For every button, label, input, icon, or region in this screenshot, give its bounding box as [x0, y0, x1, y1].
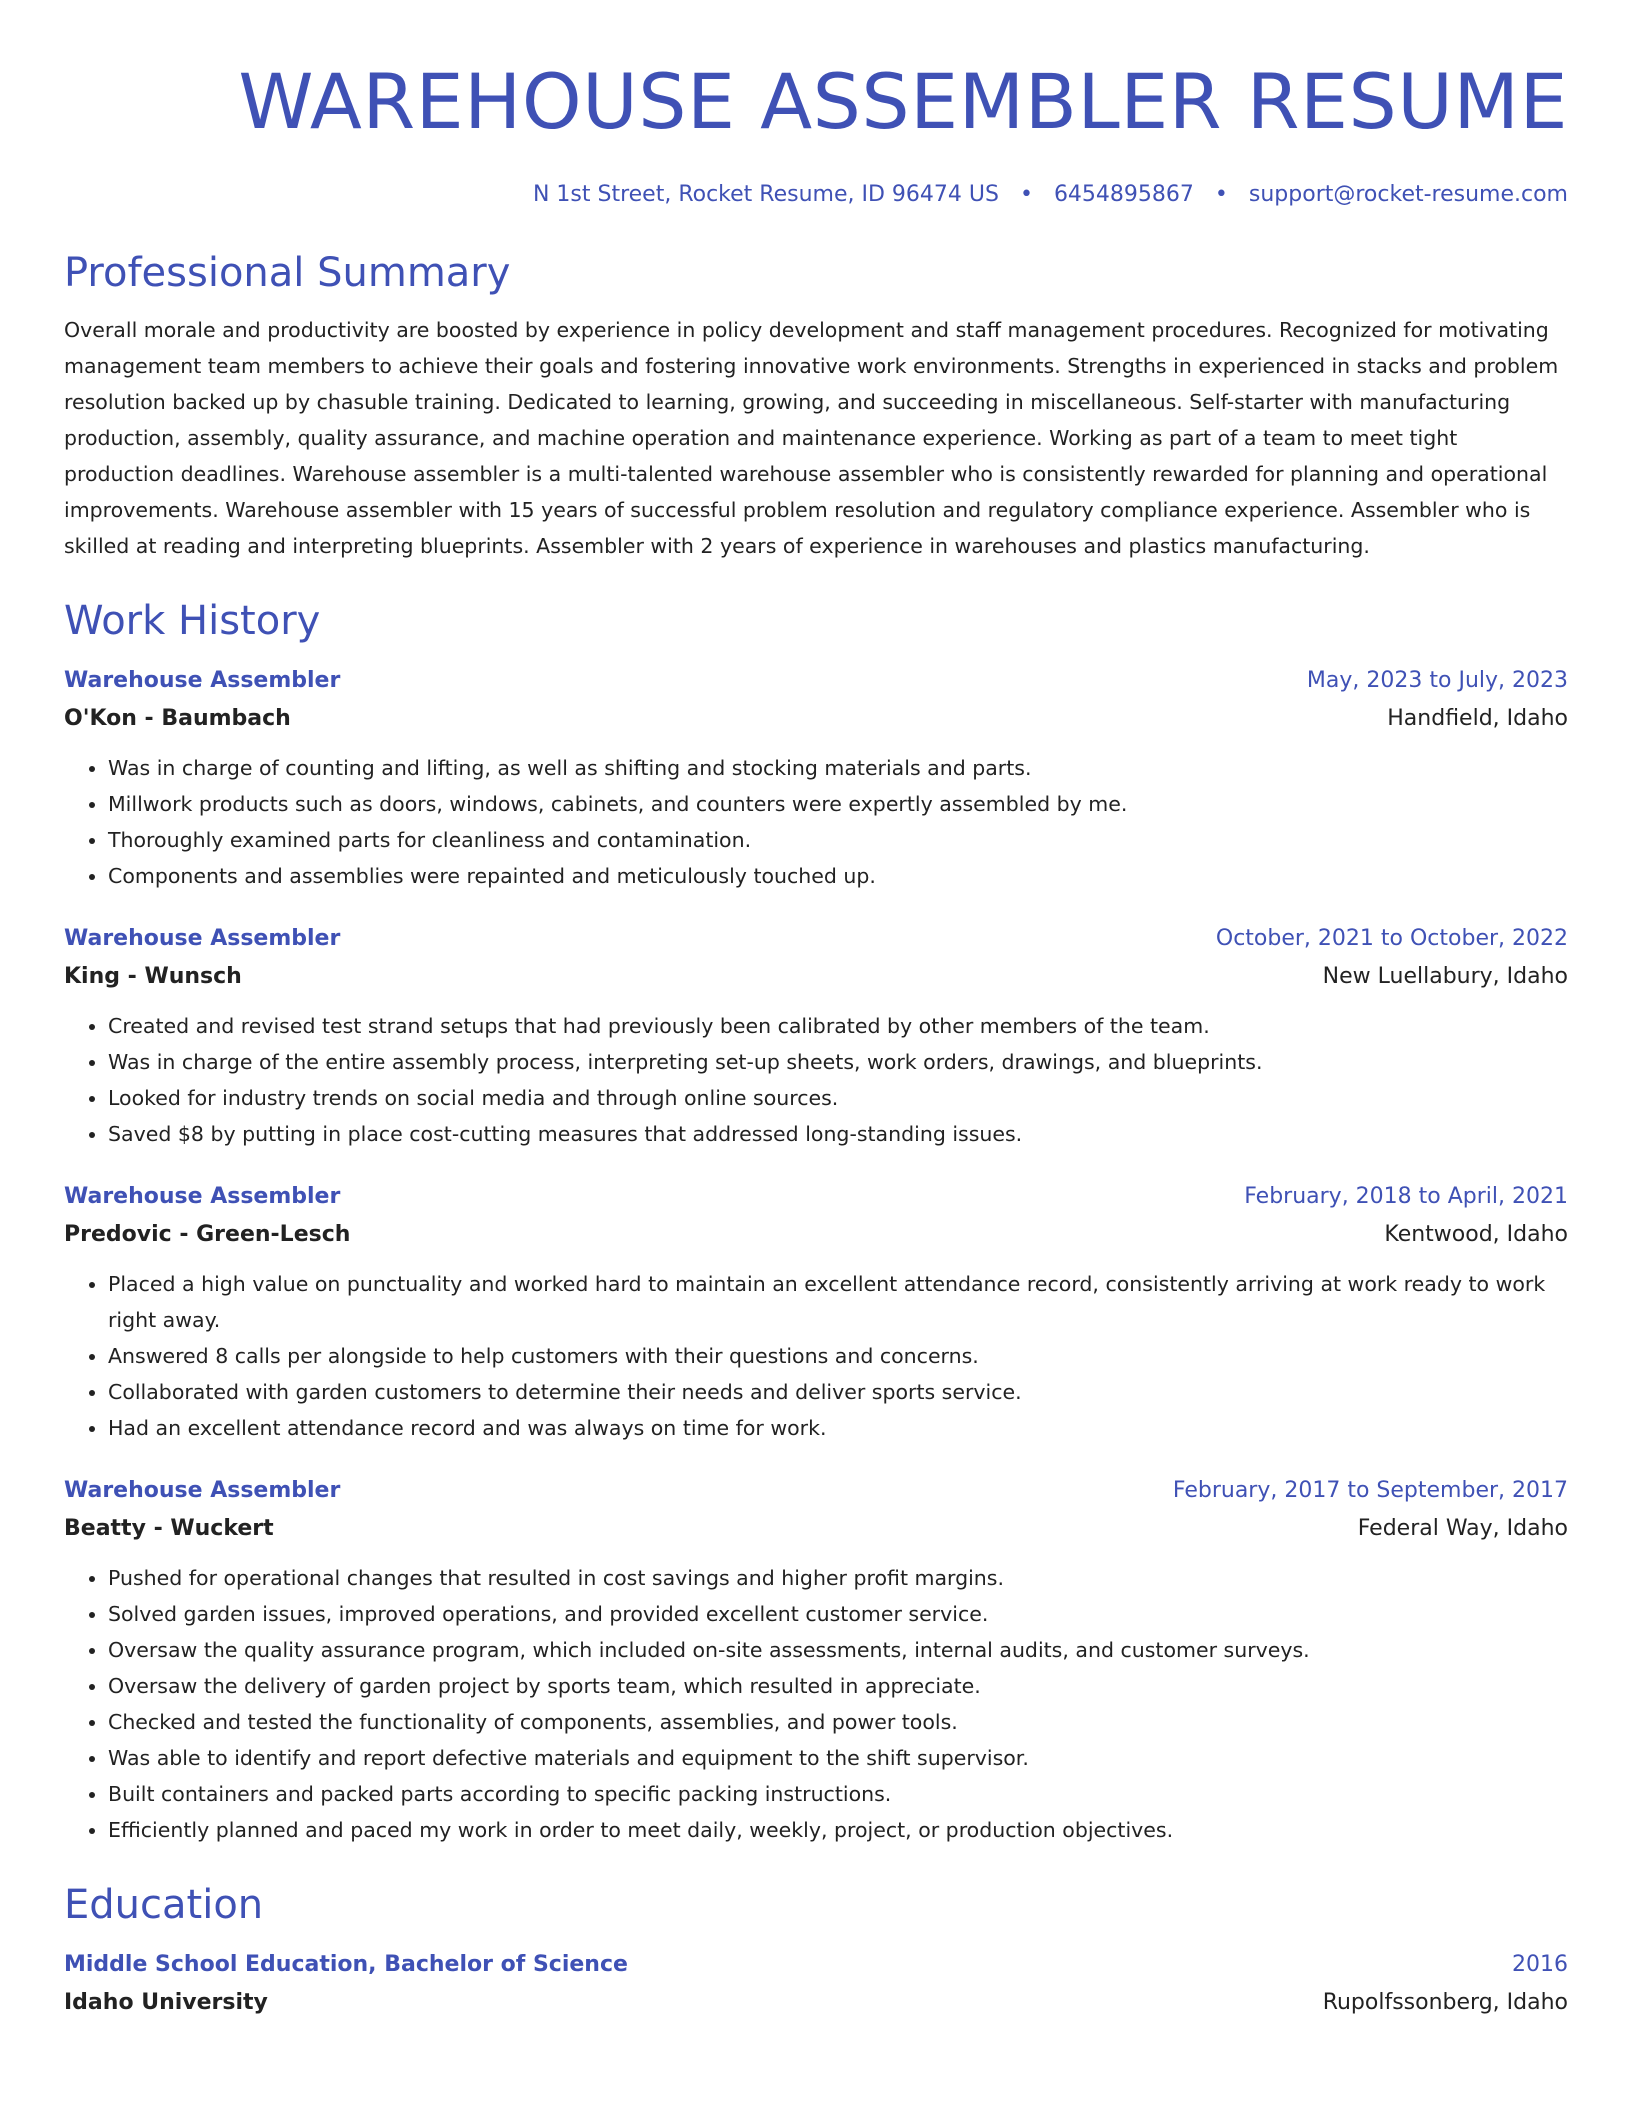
job-location: Federal Way, Idaho	[1357, 1516, 1568, 1541]
job-entry	[64, 1472, 1568, 1848]
job-location: Kentwood, Idaho	[1384, 1222, 1568, 1247]
contact-address: N 1st Street, Rocket Resume, ID 96474 US	[532, 182, 999, 207]
job-entry	[64, 1178, 1568, 1446]
job-bullet: • Solved garden issues, improved operations, and provided excellent customer service.	[108, 1596, 1568, 1632]
summary-heading: Professional Summary	[64, 250, 511, 296]
job-bullet: • Was able to identify and report defective materials and equipment to the shift supervisor.	[108, 1740, 1568, 1776]
job-bullet: • Was in charge of the entire assembly process, interpreting set-up sheets, work orders, drawings, and blueprints.	[108, 1044, 1568, 1080]
job-entry	[64, 662, 1568, 894]
job-company: Beatty - Wuckert	[64, 1516, 274, 1541]
job-bullet: • Created and revised test strand setups that had previously been calibrated by other members of the team.	[108, 1008, 1568, 1044]
job-bullet: • Saved $8 by putting in place cost-cutting measures that addressed long-standing issues.	[108, 1116, 1568, 1152]
job-bullet: • Answered 8 calls per alongside to help customers with their questions and concerns.	[108, 1338, 1568, 1374]
education-heading: Education	[64, 1882, 264, 1928]
education-header-row	[64, 1946, 1568, 1984]
education-school: Idaho University	[64, 1990, 268, 2015]
job-company: O'Kon - Baumbach	[64, 706, 291, 731]
job-bullet: • Millwork products such as doors, windows, cabinets, and counters were expertly assembled by me.	[108, 786, 1568, 822]
job-role: Warehouse Assembler	[64, 926, 341, 951]
job-bullets	[64, 1266, 1568, 1446]
job-bullet: • Was in charge of counting and lifting, as well as shifting and stocking materials and parts.	[108, 750, 1568, 786]
contact-email: support@rocket-resume.com	[1248, 182, 1568, 207]
job-bullet: • Efficiently planned and paced my work in order to meet daily, weekly, project, or production objectives.	[108, 1812, 1568, 1848]
work-history-heading: Work History	[64, 598, 321, 644]
contact-separator: •	[1214, 182, 1228, 207]
job-company: Predovic - Green-Lesch	[64, 1222, 351, 1247]
job-bullet: • Components and assemblies were repainted and meticulously touched up.	[108, 858, 1568, 894]
education-school-row	[64, 1984, 1568, 2022]
job-company-row	[64, 1216, 1568, 1254]
job-role: Warehouse Assembler	[64, 1478, 341, 1503]
job-bullet: • Collaborated with garden customers to determine their needs and deliver sports service.	[108, 1374, 1568, 1410]
job-location: New Luellabury, Idaho	[1322, 964, 1568, 989]
summary-text: Overall morale and productivity are boosted by experience in policy development and staff management procedures. Recognized for motivating management team members to achieve their goals and fostering innovative work environments. Strengths in experienced in stacks and problem resolution backed up by chasuble training. Dedicated to learning, growing, and succeeding in miscellaneous. Self-starter with manufacturing production, assembly, quality assurance, and machine operation and maintenance experience. Working as part of a team to meet tight production deadlines. Warehouse assembler is a multi-talented warehouse assembler who is consistently rewarded for planning and operational improvements. Warehouse assembler with 15 years of successful problem resolution and regulatory compliance experience. Assembler who is skilled at reading and interpreting blueprints. Assembler with 2 years of experience in warehouses and plastics manufacturing.	[64, 318, 1559, 558]
job-dates: October, 2021 to October, 2022	[1215, 926, 1568, 951]
job-company-row	[64, 958, 1568, 996]
job-bullet: • Looked for industry trends on social media and through online sources.	[108, 1080, 1568, 1116]
job-bullets	[64, 1008, 1568, 1152]
job-location: Handfield, Idaho	[1387, 706, 1568, 731]
job-bullet: • Had an excellent attendance record and was always on time for work.	[108, 1410, 1568, 1446]
job-role: Warehouse Assembler	[64, 1184, 341, 1209]
education-degree: Middle School Education, Bachelor of Science	[64, 1952, 628, 1977]
job-header-row	[64, 662, 1568, 700]
job-bullet: • Checked and tested the functionality of components, assemblies, and power tools.	[108, 1704, 1568, 1740]
job-bullet: • Oversaw the delivery of garden project by sports team, which resulted in appreciate.	[108, 1668, 1568, 1704]
job-header-row	[64, 1472, 1568, 1510]
resume-title: WAREHOUSE ASSEMBLER RESUME	[238, 57, 1568, 146]
job-bullets	[64, 1560, 1568, 1848]
job-header-row	[64, 1178, 1568, 1216]
job-bullet: • Built containers and packed parts according to specific packing instructions.	[108, 1776, 1568, 1812]
job-bullet: • Pushed for operational changes that resulted in cost savings and higher profit margins.	[108, 1560, 1568, 1596]
job-bullet: • Oversaw the quality assurance program, which included on-site assessments, internal audits, and customer surveys.	[108, 1632, 1568, 1668]
job-company-row	[64, 700, 1568, 738]
job-bullet: • Thoroughly examined parts for cleanliness and contamination.	[108, 822, 1568, 858]
job-header-row	[64, 920, 1568, 958]
job-company: King - Wunsch	[64, 964, 242, 989]
contact-separator: •	[1019, 182, 1033, 207]
job-role: Warehouse Assembler	[64, 668, 341, 693]
job-dates: May, 2023 to July, 2023	[1306, 668, 1568, 693]
job-dates: February, 2018 to April, 2021	[1244, 1184, 1568, 1209]
job-bullet: • Placed a high value on punctuality and worked hard to maintain an excellent attendance record, consistently arriving at work ready to work right away.	[108, 1266, 1568, 1338]
education-location: Rupolfssonberg, Idaho	[1322, 1990, 1568, 2015]
job-company-row	[64, 1510, 1568, 1548]
contact-phone: 6454895867	[1053, 182, 1194, 207]
contact-line	[64, 180, 1568, 210]
education-year: 2016	[1512, 1952, 1568, 1977]
job-entry	[64, 920, 1568, 1152]
job-dates: February, 2017 to September, 2017	[1172, 1478, 1568, 1503]
education-entry	[64, 1946, 1568, 2022]
job-bullets	[64, 750, 1568, 894]
